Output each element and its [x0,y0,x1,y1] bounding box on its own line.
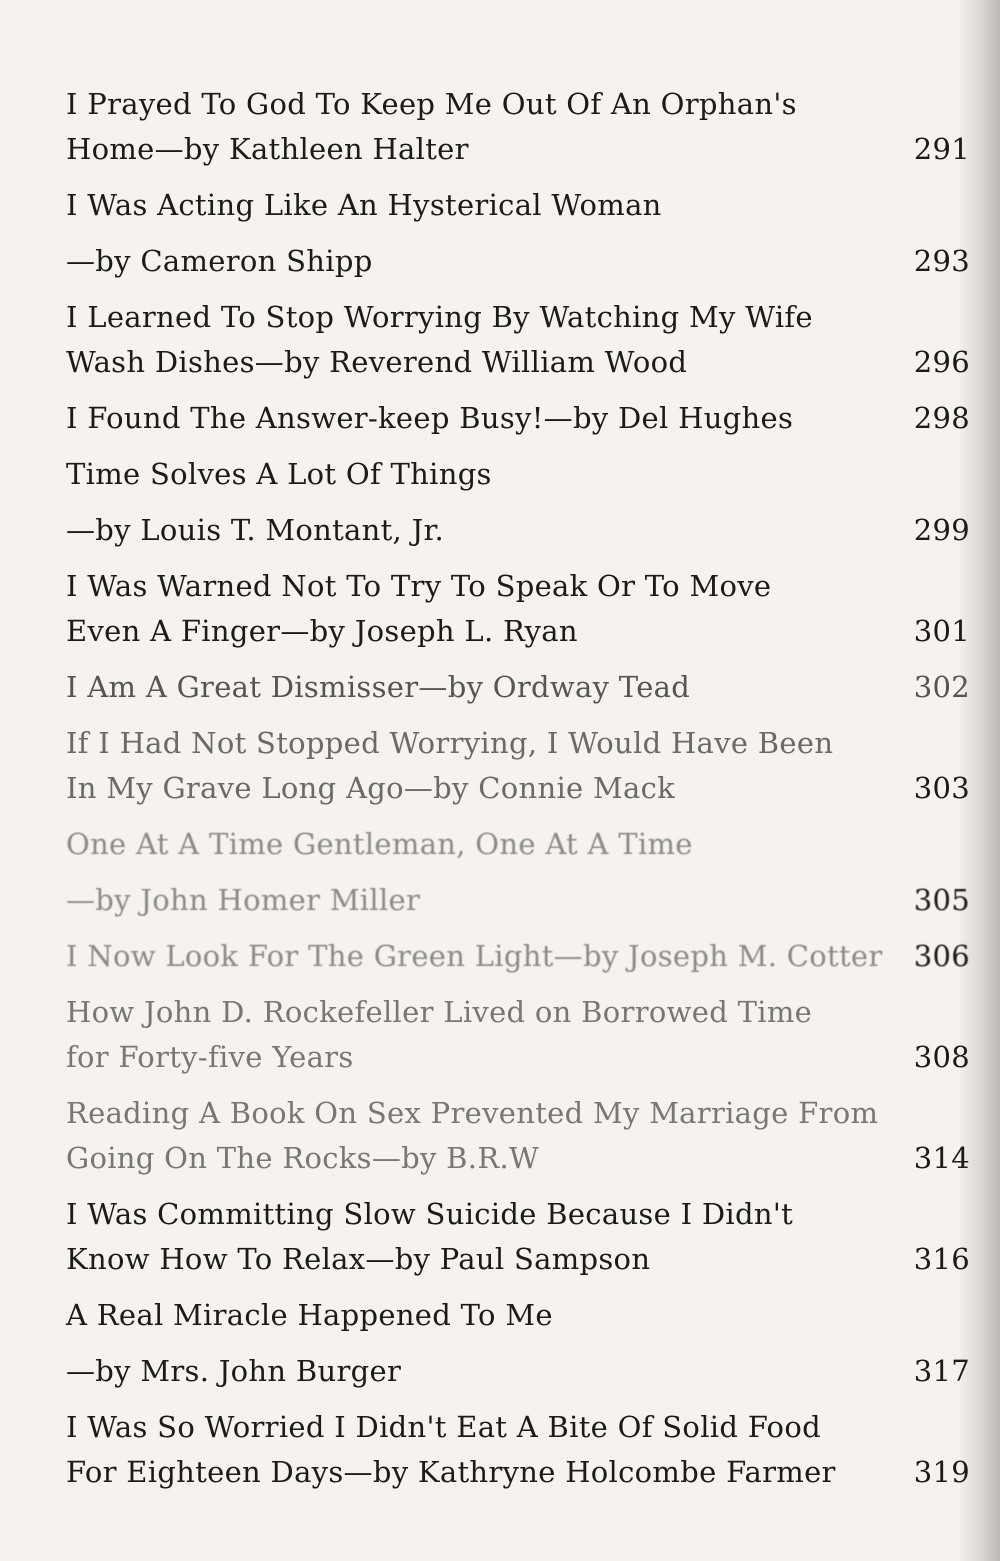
toc-entry [66,934,970,979]
toc-entry [66,721,970,811]
entry-page-number: 317 [913,1354,970,1388]
entry-title-line: If I Had Not Stopped Worrying, I Would Have Been [66,726,834,760]
entry-title-line: Going On The Rocks—by B.R.W [66,1141,540,1175]
entry-title-line: I Now Look For The Green Light—by Joseph M. Cotter [66,939,883,973]
entry-title-line: I Prayed To God To Keep Me Out Of An Orphan's [66,87,797,121]
entry-page-number: 306 [913,939,970,973]
table-of-contents [66,82,970,1506]
entry-page-number: 291 [913,132,970,166]
entry-title-line: —by Mrs. John Burger [66,1354,402,1388]
entry-page-number: 305 [913,883,970,917]
toc-entry [66,1091,970,1181]
entry-title-line: I Was Committing Slow Suicide Because I Didn't [66,1197,794,1231]
toc-entry [66,1405,970,1495]
entry-page-number: 316 [913,1242,970,1276]
entry-page-number: 319 [913,1455,970,1489]
entry-page-number: 314 [913,1141,970,1175]
entry-page-number: 296 [913,345,970,379]
entry-page-number: 293 [913,244,970,278]
entry-title-line: I Was Warned Not To Try To Speak Or To Move [66,569,772,603]
entry-page-number: 308 [913,1040,970,1074]
entry-title-line: I Was Acting Like An Hysterical Woman [66,188,662,222]
entry-title-line: —by John Homer Miller [66,883,421,917]
entry-title-line: —by Cameron Shipp [66,244,373,278]
entry-page-number: 301 [913,614,970,648]
entry-title-line: Time Solves A Lot Of Things [66,457,492,491]
toc-entry [66,82,970,172]
entry-title-line: Know How To Relax—by Paul Sampson [66,1242,651,1276]
entry-page-number: 299 [913,513,970,547]
entry-page-number: 298 [913,401,970,435]
entry-title-line: One At A Time Gentleman, One At A Time [66,827,693,861]
entry-page-number: 302 [913,670,970,704]
entry-title-line: for Forty-five Years [66,1040,354,1074]
entry-title-line: I Found The Answer-keep Busy!—by Del Hughes [66,401,794,435]
toc-entry [66,822,970,923]
entry-title-line: I Am A Great Dismisser—by Ordway Tead [66,670,691,704]
entry-title-line: A Real Miracle Happened To Me [66,1298,553,1332]
toc-entry [66,295,970,385]
toc-entry [66,1192,970,1282]
entry-title-line: Even A Finger—by Joseph L. Ryan [66,614,578,648]
entry-title-line: How John D. Rockefeller Lived on Borrowed Time [66,995,813,1029]
entry-title-line: I Was So Worried I Didn't Eat A Bite Of Solid Food [66,1410,821,1444]
toc-entry [66,990,970,1080]
entry-title-line: I Learned To Stop Worrying By Watching My Wife [66,300,813,334]
toc-entry [66,1293,970,1394]
toc-entry [66,183,970,284]
entry-title-line: Reading A Book On Sex Prevented My Marriage From [66,1096,879,1130]
entry-title-line: Wash Dishes—by Reverend William Wood [66,345,688,379]
toc-entry [66,564,970,654]
entry-title-line: —by Louis T. Montant, Jr. [66,513,445,547]
toc-entry [66,396,970,441]
entry-page-number: 303 [913,771,970,805]
toc-entry [66,665,970,710]
toc-entry [66,452,970,553]
entry-title-line: Home—by Kathleen Halter [66,132,469,166]
entry-title-line: In My Grave Long Ago—by Connie Mack [66,771,675,805]
entry-title-line: For Eighteen Days—by Kathryne Holcombe Farmer [66,1455,836,1489]
